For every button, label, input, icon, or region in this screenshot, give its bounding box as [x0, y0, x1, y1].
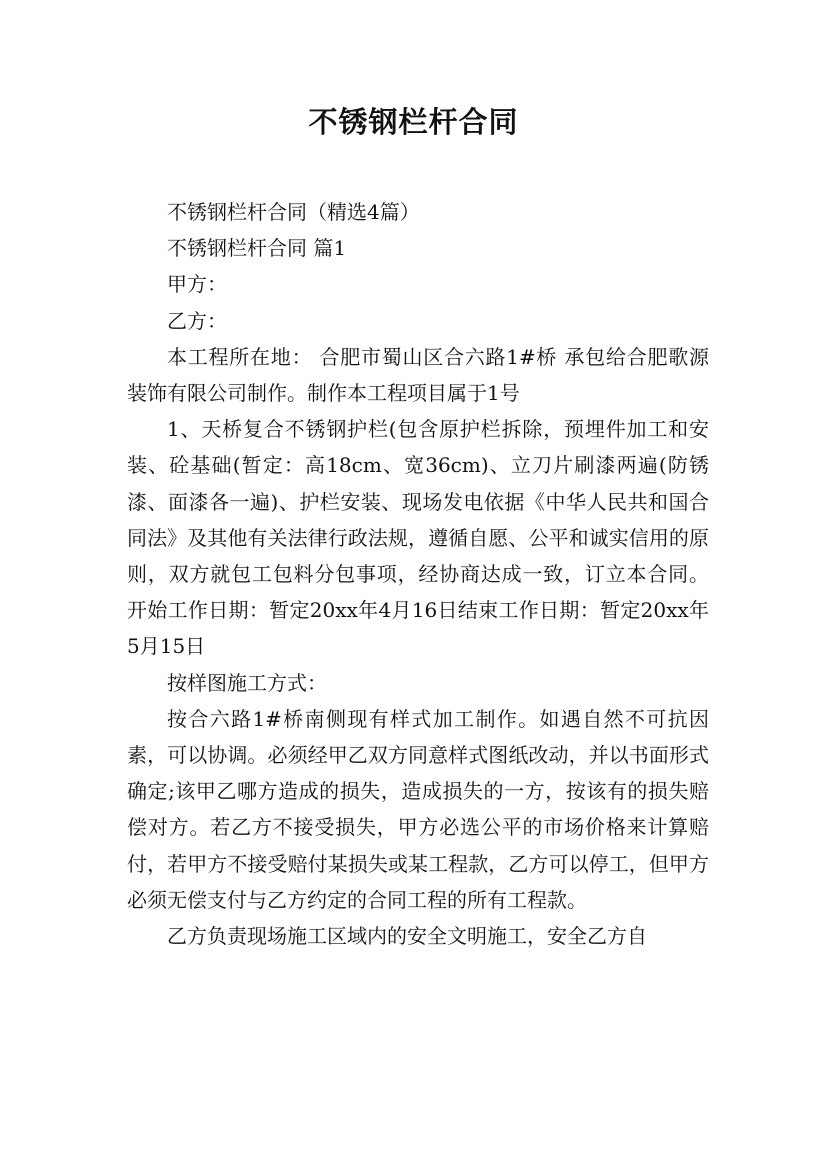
paragraph-section-heading: 不锈钢栏杆合同 篇1 — [167, 236, 347, 261]
paragraph-subtitle: 不锈钢栏杆合同（精选4篇） — [167, 200, 420, 224]
paragraph-construction-method: 按合六路1#桥南侧现有样式加工制作。如遇自然不可抗因素，可以协调。必须经甲乙双方同意样式图纸改动，并以书面形式确定;该甲乙哪方造成的损失，造成损失的一方，按该有的损失赔偿对方。若乙方不接受损失，甲方必选公平的市场价格来计算赔付，若甲方不接受赔付某损失或某工程款，乙方可以停工，但甲方必须无偿支付与乙方约定的合同工程的所有工程款。 — [127, 706, 709, 912]
document-title: 不锈钢栏杆合同 — [308, 105, 519, 139]
paragraph-party-b: 乙方： — [167, 308, 227, 333]
paragraph-safety: 乙方负责现场施工区域内的安全文明施工，安全乙方自 — [167, 924, 647, 949]
document-body — [127, 194, 709, 954]
paragraph-party-a: 甲方： — [167, 272, 227, 297]
paragraph-clause-1: 1、天桥复合不锈钢护栏(包含原护栏拆除，预埋件加工和安装、砼基础(暂定：高18cm、宽36cm)、立刀片刷漆两遍(防锈漆、面漆各一遍)、护栏安装、现场发电依据《中华人民共和国合同法》及其他有关法律行政法规，遵循自愿、公平和诚实信用的原则，双方就包工包料分包事项，经协商达成一致，订立本合同。 开始工作日期：暂定20xx年4月16日结束工作日期：暂定20xx年5月15日 — [127, 417, 709, 659]
paragraph-project-location: 本工程所在地： 合肥市蜀山区合六路1#桥 承包给合肥歌源装饰有限公司制作。制作本工程项目属于1号 — [127, 344, 709, 406]
paragraph-construction-method-heading: 按样图施工方式： — [167, 670, 327, 695]
